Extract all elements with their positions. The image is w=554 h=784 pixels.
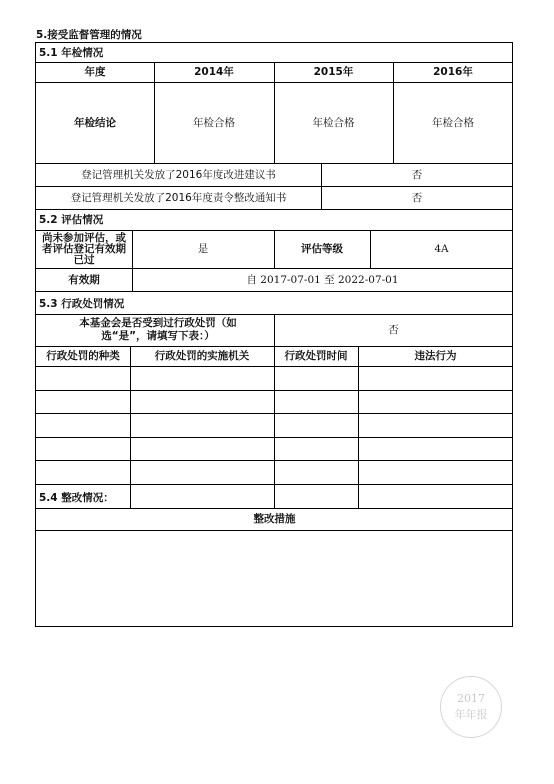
validity-period: 自 2017-07-01 至 2022-07-01 (246, 273, 399, 286)
rule (130, 346, 131, 508)
section-5-3-heading: 5.3 行政处罚情况 (39, 298, 125, 310)
rectification-notice-label: 登记管理机关发放了2016年度责令整改通知书 (70, 191, 287, 204)
grade-label: 评估等级 (301, 243, 343, 255)
col-rectification-measures: 整改措施 (253, 513, 296, 525)
inspection-result-label: 年检结论 (74, 116, 116, 129)
rule (274, 346, 275, 508)
grade-value: 4A (434, 243, 449, 255)
validity-label: 有效期 (68, 273, 100, 286)
year-2015-header: 2015年 (313, 66, 354, 78)
page-title: 5.接受监督管理的情况 (36, 29, 142, 41)
penalty-question: 本基金会是否受到过行政处罚（如选“是”，请填写下表：） (79, 317, 237, 342)
section-5-2-heading: 5.2 评估情况 (39, 214, 104, 226)
annual-report-watermark (440, 676, 502, 738)
supervision-table (35, 42, 513, 627)
section-5-1-heading: 5.1 年检情况 (39, 47, 104, 59)
rule (358, 346, 359, 508)
col-penalty-type: 行政处罚的种类 (46, 350, 120, 362)
year-2014-header: 2014年 (194, 66, 234, 78)
rule (36, 209, 512, 210)
inspection-result-2015: 年检合格 (312, 116, 355, 129)
col-penalty-authority: 行政处罚的实施机关 (154, 350, 250, 362)
inspection-result-2014: 年检合格 (193, 116, 235, 129)
evaluation-question: 尚未参加评估，或者评估登记有效期已过 (42, 231, 126, 266)
year-2016-header: 2016年 (433, 66, 473, 78)
col-year-header: 年度 (84, 66, 106, 78)
improvement-notice-value: 否 (411, 168, 423, 181)
section-5-4-heading: 5.4 整改情况： (39, 492, 114, 504)
rectification-notice-value: 否 (411, 191, 423, 204)
rule (36, 530, 512, 531)
col-violation: 违法行为 (414, 350, 457, 362)
col-penalty-date: 行政处罚时间 (284, 350, 348, 362)
watermark-text: 2017年年报 (454, 692, 488, 721)
rule (36, 291, 512, 292)
evaluation-answer: 是 (197, 243, 209, 255)
penalty-answer: 否 (388, 324, 399, 336)
improvement-notice-label: 登记管理机关发放了2016年度改进建议书 (81, 168, 276, 181)
inspection-result-2016: 年检合格 (432, 116, 474, 129)
